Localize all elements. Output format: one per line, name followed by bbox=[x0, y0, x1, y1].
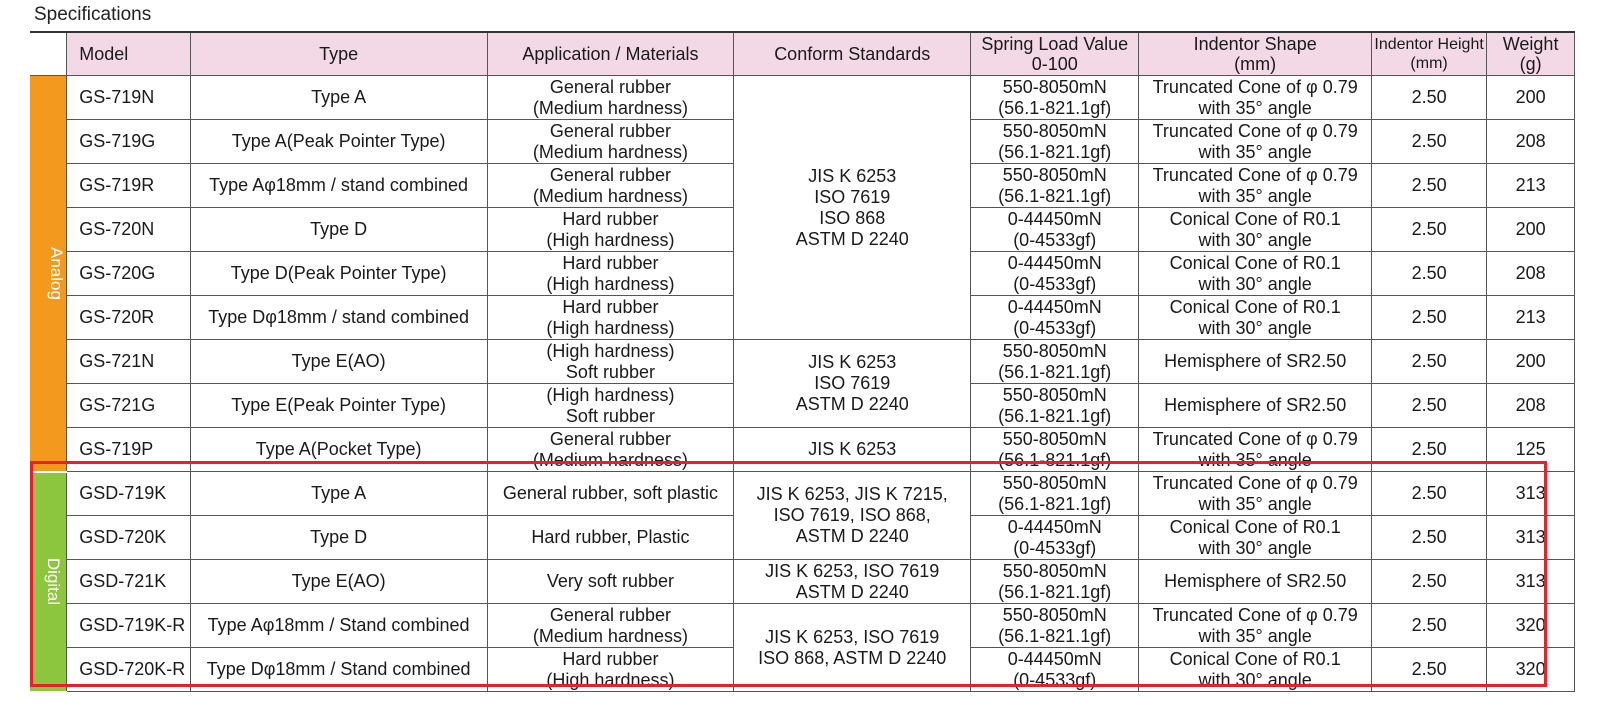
standards-cell bbox=[734, 428, 971, 472]
standards-cell bbox=[734, 76, 971, 340]
indentor-height-cell: 2.50 bbox=[1371, 164, 1486, 208]
indentor-shape-line1: Hemisphere of SR2.50 bbox=[1164, 395, 1347, 415]
application-cell bbox=[487, 604, 734, 648]
type-cell: Type A(Pocket Type) bbox=[190, 428, 487, 472]
spring-load-cell bbox=[971, 120, 1139, 164]
spring-load-line1: 550-8050mN bbox=[1002, 76, 1107, 97]
indentor-shape-line2: with 35° angle bbox=[1198, 625, 1312, 646]
indentor-shape-line1: Truncated Cone of φ 0.79 bbox=[1152, 164, 1358, 185]
spring-load-line1: 550-8050mN bbox=[1002, 164, 1107, 185]
header-indentor-shape bbox=[1139, 32, 1372, 76]
application-line2: (High hardness) bbox=[546, 273, 675, 294]
application-line1: Hard rubber bbox=[562, 648, 659, 669]
header-model: Model bbox=[67, 32, 190, 76]
indentor-height-cell: 2.50 bbox=[1371, 252, 1486, 296]
indentor-shape-cell bbox=[1139, 648, 1372, 692]
header-standards: Conform Standards bbox=[734, 32, 971, 76]
indentor-shape-cell bbox=[1139, 428, 1372, 472]
indentor-shape-cell bbox=[1139, 384, 1372, 428]
header-indentor-shape-line2: (mm) bbox=[1234, 54, 1277, 74]
standards-line: JIS K 6253 bbox=[808, 439, 897, 459]
spring-load-line2: (0-4533gf) bbox=[1013, 317, 1097, 338]
standards-line: JIS K 6253, ISO 7619 bbox=[765, 626, 940, 647]
standards-line: ASTM D 2240 bbox=[795, 526, 909, 546]
indentor-shape-cell bbox=[1139, 604, 1372, 648]
type-cell: Type A bbox=[190, 472, 487, 516]
application-line1: General rubber bbox=[549, 164, 671, 185]
weight-cell: 208 bbox=[1487, 252, 1575, 296]
indentor-shape-cell bbox=[1139, 76, 1372, 120]
application-line2: (High hardness) bbox=[546, 317, 675, 338]
standards-line: ASTM D 2240 bbox=[795, 394, 909, 414]
weight-cell: 125 bbox=[1487, 428, 1575, 472]
standards-line: ASTM D 2240 bbox=[795, 228, 909, 249]
indentor-shape-cell bbox=[1139, 472, 1372, 516]
spring-load-line1: 550-8050mN bbox=[1002, 604, 1107, 625]
spring-load-line1: 550-8050mN bbox=[1002, 120, 1107, 141]
indentor-shape-line2: with 30° angle bbox=[1198, 317, 1312, 338]
indentor-shape-line1: Truncated Cone of φ 0.79 bbox=[1152, 76, 1358, 97]
application-cell bbox=[487, 384, 734, 428]
standards-cell bbox=[734, 560, 971, 604]
application-cell bbox=[487, 516, 734, 560]
indentor-height-cell: 2.50 bbox=[1371, 120, 1486, 164]
model-cell: GS-721N bbox=[67, 340, 190, 384]
model-cell: GS-719R bbox=[67, 164, 190, 208]
category-label-analog: Analog bbox=[46, 246, 66, 300]
weight-cell: 208 bbox=[1487, 120, 1575, 164]
indentor-shape-line1: Truncated Cone of φ 0.79 bbox=[1152, 604, 1358, 625]
indentor-shape-line2: with 35° angle bbox=[1198, 449, 1312, 470]
indentor-height-cell: 2.50 bbox=[1371, 560, 1486, 604]
weight-cell: 313 bbox=[1487, 472, 1575, 516]
table-row bbox=[30, 428, 1575, 472]
model-cell: GS-720G bbox=[67, 252, 190, 296]
indentor-shape-line1: Truncated Cone of φ 0.79 bbox=[1152, 472, 1358, 493]
indentor-shape-line2: with 35° angle bbox=[1198, 141, 1312, 162]
application-line2: (Medium hardness) bbox=[532, 185, 688, 206]
indentor-shape-line2: with 35° angle bbox=[1198, 97, 1312, 118]
model-cell: GS-719P bbox=[67, 428, 190, 472]
type-cell: Type D bbox=[190, 208, 487, 252]
spring-load-line1: 550-8050mN bbox=[1002, 428, 1107, 449]
standards-cell bbox=[734, 472, 971, 560]
table-row bbox=[30, 560, 1575, 604]
indentor-height-cell: 2.50 bbox=[1371, 472, 1486, 516]
table-row bbox=[30, 76, 1575, 120]
spring-load-line1: 550-8050mN bbox=[1002, 340, 1107, 361]
indentor-height-cell: 2.50 bbox=[1371, 648, 1486, 692]
weight-cell: 213 bbox=[1487, 296, 1575, 340]
application-line1: General rubber bbox=[549, 76, 671, 97]
indentor-height-cell: 2.50 bbox=[1371, 340, 1486, 384]
indentor-height-cell: 2.50 bbox=[1371, 76, 1486, 120]
application-line2: (Medium hardness) bbox=[532, 625, 688, 646]
application-line1: (High hardness) bbox=[546, 384, 675, 405]
indentor-shape-line1: Truncated Cone of φ 0.79 bbox=[1152, 428, 1358, 449]
type-cell: Type E(AO) bbox=[190, 340, 487, 384]
application-line1: Hard rubber bbox=[562, 296, 659, 317]
model-cell: GS-720N bbox=[67, 208, 190, 252]
type-cell: Type E(Peak Pointer Type) bbox=[190, 384, 487, 428]
weight-cell: 313 bbox=[1487, 516, 1575, 560]
spring-load-line1: 0-44450mN bbox=[1007, 648, 1102, 669]
spring-load-cell bbox=[971, 516, 1139, 560]
header-spring-load-line2: 0-100 bbox=[1031, 54, 1078, 74]
header-weight-line1: Weight bbox=[1502, 34, 1559, 54]
indentor-shape-cell bbox=[1139, 340, 1372, 384]
indentor-shape-line1: Conical Cone of R0.1 bbox=[1169, 208, 1341, 229]
type-cell: Type A(Peak Pointer Type) bbox=[190, 120, 487, 164]
model-cell: GSD-721K bbox=[67, 560, 190, 604]
spring-load-line1: 550-8050mN bbox=[1002, 384, 1107, 405]
spring-load-line2: (56.1-821.1gf) bbox=[998, 361, 1112, 382]
type-cell: Type Aφ18mm / stand combined bbox=[190, 164, 487, 208]
application-line1: Hard rubber bbox=[562, 252, 659, 273]
standards-cell bbox=[734, 604, 971, 692]
header-spring-load bbox=[971, 32, 1139, 76]
standards-line: ISO 7619, ISO 868, bbox=[773, 505, 931, 525]
spring-load-line2: (56.1-821.1gf) bbox=[998, 493, 1112, 514]
spring-load-cell bbox=[971, 604, 1139, 648]
section-title: Specifications bbox=[34, 4, 152, 25]
spring-load-cell bbox=[971, 648, 1139, 692]
spring-load-cell bbox=[971, 252, 1139, 296]
application-cell bbox=[487, 296, 734, 340]
header-row bbox=[30, 32, 1575, 76]
weight-cell: 320 bbox=[1487, 604, 1575, 648]
indentor-shape-line1: Truncated Cone of φ 0.79 bbox=[1152, 120, 1358, 141]
weight-cell: 200 bbox=[1487, 208, 1575, 252]
header-indentor-height-line1: Indentor Height bbox=[1374, 36, 1484, 53]
header-spring-load-line1: Spring Load Value bbox=[981, 34, 1129, 54]
indentor-shape-cell bbox=[1139, 516, 1372, 560]
indentor-height-cell: 2.50 bbox=[1371, 604, 1486, 648]
standards-line: JIS K 6253, JIS K 7215, bbox=[756, 484, 948, 504]
header-weight-line2: (g) bbox=[1519, 54, 1542, 74]
application-line1: General rubber bbox=[549, 428, 671, 449]
type-cell: Type D(Peak Pointer Type) bbox=[190, 252, 487, 296]
header-indentor-shape-line1: Indentor Shape bbox=[1193, 34, 1317, 54]
weight-cell: 200 bbox=[1487, 340, 1575, 384]
weight-cell: 320 bbox=[1487, 648, 1575, 692]
spring-load-cell bbox=[971, 208, 1139, 252]
standards-line: ISO 868, ASTM D 2240 bbox=[758, 647, 947, 668]
header-spacer bbox=[30, 32, 67, 76]
standards-cell bbox=[734, 340, 971, 428]
indentor-shape-line2: with 35° angle bbox=[1198, 493, 1312, 514]
model-cell: GSD-719K bbox=[67, 472, 190, 516]
model-cell: GS-721G bbox=[67, 384, 190, 428]
application-cell bbox=[487, 164, 734, 208]
spring-load-cell bbox=[971, 472, 1139, 516]
spring-load-line2: (56.1-821.1gf) bbox=[998, 97, 1112, 118]
indentor-shape-line1: Conical Cone of R0.1 bbox=[1169, 296, 1341, 317]
standards-line: JIS K 6253 bbox=[808, 165, 897, 186]
application-line2: Soft rubber bbox=[565, 361, 655, 382]
spring-load-line1: 550-8050mN bbox=[1002, 472, 1107, 493]
type-cell: Type A bbox=[190, 76, 487, 120]
spring-load-line2: (0-4533gf) bbox=[1013, 229, 1097, 250]
indentor-height-cell: 2.50 bbox=[1371, 516, 1486, 560]
type-cell: Type D bbox=[190, 516, 487, 560]
indentor-height-cell: 2.50 bbox=[1371, 208, 1486, 252]
table-body bbox=[30, 76, 1575, 692]
standards-line: JIS K 6253, ISO 7619 bbox=[765, 560, 940, 581]
application-cell bbox=[487, 252, 734, 296]
application-line2: (Medium hardness) bbox=[532, 97, 688, 118]
weight-cell: 200 bbox=[1487, 76, 1575, 120]
category-digital bbox=[30, 472, 67, 692]
spring-load-line2: (0-4533gf) bbox=[1013, 273, 1097, 294]
application-cell bbox=[487, 76, 734, 120]
indentor-shape-line1: Hemisphere of SR2.50 bbox=[1164, 351, 1347, 371]
indentor-shape-line2: with 30° angle bbox=[1198, 537, 1312, 558]
spring-load-cell bbox=[971, 560, 1139, 604]
indentor-height-cell: 2.50 bbox=[1371, 296, 1486, 340]
spring-load-line2: (0-4533gf) bbox=[1013, 537, 1097, 558]
standards-line: ISO 7619 bbox=[814, 373, 891, 393]
spring-load-cell bbox=[971, 76, 1139, 120]
indentor-shape-cell bbox=[1139, 208, 1372, 252]
application-cell bbox=[487, 648, 734, 692]
spring-load-line1: 0-44450mN bbox=[1007, 208, 1102, 229]
indentor-shape-line2: with 30° angle bbox=[1198, 273, 1312, 294]
spring-load-line1: 0-44450mN bbox=[1007, 252, 1102, 273]
spring-load-line1: 550-8050mN bbox=[1002, 560, 1107, 581]
spring-load-line2: (56.1-821.1gf) bbox=[998, 449, 1112, 470]
application-cell bbox=[487, 428, 734, 472]
model-cell: GSD-719K-R bbox=[67, 604, 190, 648]
spring-load-line1: 0-44450mN bbox=[1007, 516, 1102, 537]
application-line2: (Medium hardness) bbox=[532, 449, 688, 470]
application-line2: (High hardness) bbox=[546, 229, 675, 250]
indentor-shape-line1: Hemisphere of SR2.50 bbox=[1164, 571, 1347, 591]
model-cell: GS-719G bbox=[67, 120, 190, 164]
weight-cell: 313 bbox=[1487, 560, 1575, 604]
model-cell: GSD-720K bbox=[67, 516, 190, 560]
table-row bbox=[30, 604, 1575, 648]
standards-line: JIS K 6253 bbox=[808, 352, 897, 372]
table-row bbox=[30, 472, 1575, 516]
header-application: Application / Materials bbox=[487, 32, 734, 76]
header-weight bbox=[1487, 32, 1575, 76]
indentor-height-cell: 2.50 bbox=[1371, 428, 1486, 472]
header-type: Type bbox=[190, 32, 487, 76]
application-line1: Hard rubber, Plastic bbox=[531, 527, 690, 547]
indentor-shape-cell bbox=[1139, 560, 1372, 604]
indentor-shape-line1: Conical Cone of R0.1 bbox=[1169, 648, 1341, 669]
indentor-shape-line2: with 30° angle bbox=[1198, 229, 1312, 250]
weight-cell: 213 bbox=[1487, 164, 1575, 208]
header-indentor-height bbox=[1371, 32, 1486, 76]
category-label-digital: Digital bbox=[44, 557, 64, 606]
application-line1: (High hardness) bbox=[546, 340, 675, 361]
application-cell bbox=[487, 472, 734, 516]
indentor-shape-cell bbox=[1139, 252, 1372, 296]
application-line1: General rubber bbox=[549, 120, 671, 141]
indentor-shape-line2: with 35° angle bbox=[1198, 185, 1312, 206]
application-line1: Hard rubber bbox=[562, 208, 659, 229]
specifications-table bbox=[30, 31, 1575, 693]
spring-load-line2: (56.1-821.1gf) bbox=[998, 185, 1112, 206]
spring-load-line2: (56.1-821.1gf) bbox=[998, 405, 1112, 426]
indentor-height-cell: 2.50 bbox=[1371, 384, 1486, 428]
application-line1: General rubber bbox=[549, 604, 671, 625]
standards-line: ASTM D 2240 bbox=[795, 581, 909, 602]
spring-load-cell bbox=[971, 164, 1139, 208]
application-cell bbox=[487, 340, 734, 384]
spring-load-cell bbox=[971, 296, 1139, 340]
spring-load-cell bbox=[971, 384, 1139, 428]
table-row bbox=[30, 340, 1575, 384]
indentor-shape-cell bbox=[1139, 120, 1372, 164]
application-line1: Very soft rubber bbox=[546, 571, 674, 591]
application-cell bbox=[487, 120, 734, 164]
application-cell bbox=[487, 560, 734, 604]
spring-load-line2: (56.1-821.1gf) bbox=[998, 625, 1112, 646]
type-cell: Type Dφ18mm / stand combined bbox=[190, 296, 487, 340]
category-analog bbox=[30, 76, 67, 472]
type-cell: Type Aφ18mm / Stand combined bbox=[190, 604, 487, 648]
spring-load-line1: 0-44450mN bbox=[1007, 296, 1102, 317]
indentor-shape-cell bbox=[1139, 296, 1372, 340]
indentor-shape-line2: with 30° angle bbox=[1198, 669, 1312, 690]
spring-load-cell bbox=[971, 428, 1139, 472]
standards-line: ISO 868 bbox=[819, 207, 886, 228]
model-cell: GSD-720K-R bbox=[67, 648, 190, 692]
application-line2: (High hardness) bbox=[546, 669, 675, 690]
weight-cell: 208 bbox=[1487, 384, 1575, 428]
application-cell bbox=[487, 208, 734, 252]
model-cell: GS-720R bbox=[67, 296, 190, 340]
spring-load-line2: (56.1-821.1gf) bbox=[998, 141, 1112, 162]
spring-load-cell bbox=[971, 340, 1139, 384]
model-cell: GS-719N bbox=[67, 76, 190, 120]
standards-line: ISO 7619 bbox=[814, 186, 891, 207]
indentor-shape-cell bbox=[1139, 164, 1372, 208]
spring-load-line2: (0-4533gf) bbox=[1013, 669, 1097, 690]
indentor-shape-line1: Conical Cone of R0.1 bbox=[1169, 252, 1341, 273]
type-cell: Type Dφ18mm / Stand combined bbox=[190, 648, 487, 692]
type-cell: Type E(AO) bbox=[190, 560, 487, 604]
application-line1: General rubber, soft plastic bbox=[502, 483, 719, 503]
indentor-shape-line1: Conical Cone of R0.1 bbox=[1169, 516, 1341, 537]
application-line2: Soft rubber bbox=[565, 405, 655, 426]
spring-load-line2: (56.1-821.1gf) bbox=[998, 581, 1112, 602]
header-indentor-height-line2: (mm) bbox=[1410, 55, 1448, 72]
application-line2: (Medium hardness) bbox=[532, 141, 688, 162]
